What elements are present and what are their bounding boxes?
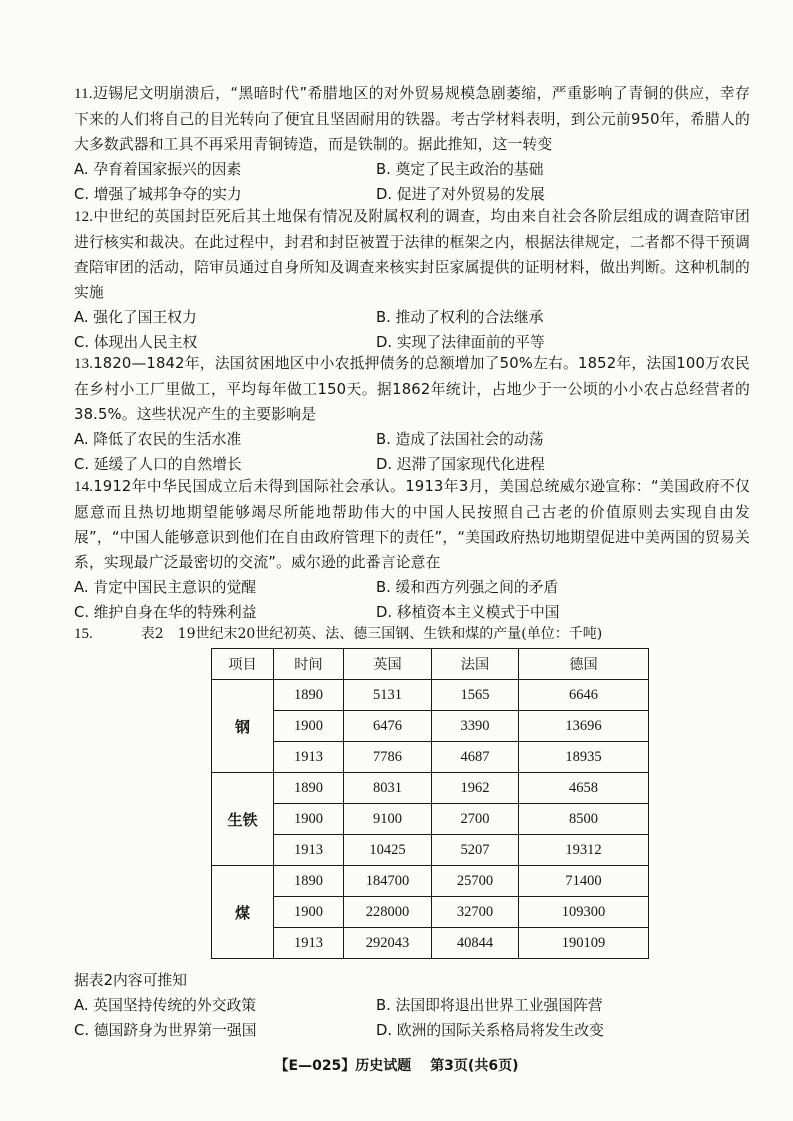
option-a[interactable]: A. 英国坚持传统的外交政策 (74, 997, 257, 1014)
item-cell: 煤 (212, 866, 274, 959)
year-cell: 1913 (274, 928, 344, 959)
value-cell: 3390 (432, 711, 519, 742)
value-cell: 32700 (432, 897, 519, 928)
question-number: 12. (74, 209, 94, 225)
question-14-stem (74, 474, 750, 575)
year-cell: 1900 (274, 897, 344, 928)
option-c[interactable]: C. 维护自身在华的特殊利益 (74, 604, 257, 621)
table-body (212, 680, 649, 959)
option-b[interactable]: B. 法国即将退出世界工业强国阵营 (376, 997, 603, 1014)
value-cell: 25700 (432, 866, 519, 897)
value-cell: 228000 (344, 897, 432, 928)
option-c[interactable]: C. 增强了城邦争夺的实力 (74, 186, 242, 203)
option-b[interactable]: B. 推动了权利的合法继承 (376, 309, 544, 326)
value-cell: 190109 (519, 928, 649, 959)
value-cell: 1962 (432, 773, 519, 804)
table-row (212, 928, 649, 959)
question-12-stem (74, 204, 750, 305)
table-header-row (212, 649, 649, 680)
option-c[interactable]: C. 体现出人民主权 (74, 334, 198, 351)
value-cell: 4658 (519, 773, 649, 804)
page-number: 第3页(共6页) (430, 1058, 519, 1074)
value-cell: 8500 (519, 804, 649, 835)
year-cell: 1900 (274, 804, 344, 835)
value-cell: 7786 (344, 742, 432, 773)
option-a[interactable]: A. 孕育着国家振兴的因素 (74, 161, 242, 178)
stem-text: 1912年中华民国成立后未得到国际社会承认。1913年3月，美国总统威尔逊宣称：“美国政府不仅愿意而且热切地期望能够竭尽所能地帮助伟大的中国人民按照自己古老的价值原则去实现自由发展”，“中国人能够意识到他们在自由政府管理下的责任”，“美国政府热切地期望促进中美两国的贸易关系，实现最广泛最密切的交流”。威尔逊的此番言论意在 (74, 478, 750, 571)
item-cell: 生铁 (212, 773, 274, 866)
table-caption: 表2 19世纪末20世纪初英、法、德三国钢、生铁和煤的产量(单位：千吨) (140, 626, 603, 642)
table-row (212, 773, 649, 804)
question-11 (74, 81, 750, 207)
question-14 (74, 474, 750, 625)
table-row (212, 835, 649, 866)
value-cell: 109300 (519, 897, 649, 928)
header-france: 法国 (432, 649, 519, 680)
exam-code: 【E—025】历史试题 (274, 1058, 412, 1074)
question-12-options (74, 305, 750, 355)
header-germany: 德国 (519, 649, 649, 680)
table-row (212, 711, 649, 742)
option-d[interactable]: D. 促进了对外贸易的发展 (376, 186, 545, 203)
table-row (212, 742, 649, 773)
option-d[interactable]: D. 实现了法律面前的平等 (376, 334, 545, 351)
question-15-stem: 据表2内容可推知 (74, 972, 187, 989)
question-15-options (74, 993, 750, 1043)
option-b[interactable]: B. 奠定了民主政治的基础 (376, 161, 544, 178)
value-cell: 18935 (519, 742, 649, 773)
value-cell: 2700 (432, 804, 519, 835)
table-row (212, 804, 649, 835)
year-cell: 1900 (274, 711, 344, 742)
question-11-stem (74, 81, 750, 157)
value-cell: 1565 (432, 680, 519, 711)
value-cell: 19312 (519, 835, 649, 866)
value-cell: 10425 (344, 835, 432, 866)
year-cell: 1913 (274, 835, 344, 866)
question-11-options (74, 157, 750, 207)
value-cell: 8031 (344, 773, 432, 804)
question-14-options (74, 575, 750, 625)
option-a[interactable]: A. 强化了国王权力 (74, 309, 197, 326)
value-cell: 292043 (344, 928, 432, 959)
value-cell: 40844 (432, 928, 519, 959)
question-number: 14. (74, 479, 94, 495)
question-13-stem (74, 351, 750, 427)
value-cell: 5207 (432, 835, 519, 866)
header-uk: 英国 (344, 649, 432, 680)
production-table (211, 648, 649, 959)
option-c[interactable]: C. 延缓了人口的自然增长 (74, 456, 242, 473)
year-cell: 1913 (274, 742, 344, 773)
question-13-options (74, 427, 750, 477)
option-a[interactable]: A. 降低了农民的生活水准 (74, 431, 242, 448)
item-cell: 钢 (212, 680, 274, 773)
page-footer (0, 1055, 793, 1075)
header-year: 时间 (274, 649, 344, 680)
value-cell: 71400 (519, 866, 649, 897)
option-d[interactable]: D. 移植资本主义模式于中国 (376, 604, 560, 621)
header-item: 项目 (212, 649, 274, 680)
year-cell: 1890 (274, 680, 344, 711)
value-cell: 6476 (344, 711, 432, 742)
value-cell: 184700 (344, 866, 432, 897)
question-13 (74, 351, 750, 477)
option-b[interactable]: B. 缓和西方列强之间的矛盾 (376, 579, 559, 596)
value-cell: 5131 (344, 680, 432, 711)
question-number: 15. (74, 626, 93, 642)
table-row (212, 866, 649, 897)
option-b[interactable]: B. 造成了法国社会的动荡 (376, 431, 544, 448)
value-cell: 6646 (519, 680, 649, 711)
table-row (212, 680, 649, 711)
question-12 (74, 204, 750, 355)
stem-text: 迈锡尼文明崩溃后，“黑暗时代”希腊地区的对外贸易规模急剧萎缩，严重影响了青铜的供应，幸存下来的人们将自己的目光转向了便宜且坚固耐用的铁器。考古学材料表明，到公元前950年，希腊人的大多数武器和工具不再采用青铜铸造，而是铁制的。据此推知，这一转变 (74, 85, 750, 153)
option-c[interactable]: C. 德国跻身为世界第一强国 (74, 1022, 257, 1039)
value-cell: 4687 (432, 742, 519, 773)
question-15 (74, 968, 750, 1043)
stem-text: 中世纪的英国封臣死后其土地保有情况及附属权利的调查，均由来自社会各阶层组成的调查陪审团进行核实和裁决。在此过程中，封君和封臣被置于法律的框架之内，根据法律规定，二者都不得干预调查陪审团的活动，陪审员通过自身所知及调查来核实封臣家属提供的证明材料，做出判断。这种机制的实施 (74, 208, 750, 301)
question-number: 11. (74, 86, 93, 102)
question-number: 13. (74, 356, 94, 372)
question-15-header (74, 623, 754, 643)
year-cell: 1890 (274, 866, 344, 897)
option-d[interactable]: D. 欧洲的国际关系格局将发生改变 (376, 1022, 604, 1039)
table-row (212, 897, 649, 928)
value-cell: 9100 (344, 804, 432, 835)
stem-text: 1820—1842年，法国贫困地区中小农抵押债务的总额增加了50%左右。1852年，法国100万农民在乡村小工厂里做工，平均每年做工150天。据1862年统计，占地少于一公顷的小小农占总经营者的38.5%。这些状况产生的主要影响是 (74, 355, 750, 423)
year-cell: 1890 (274, 773, 344, 804)
option-d[interactable]: D. 迟滞了国家现代化进程 (376, 456, 545, 473)
value-cell: 13696 (519, 711, 649, 742)
option-a[interactable]: A. 肯定中国民主意识的觉醒 (74, 579, 257, 596)
